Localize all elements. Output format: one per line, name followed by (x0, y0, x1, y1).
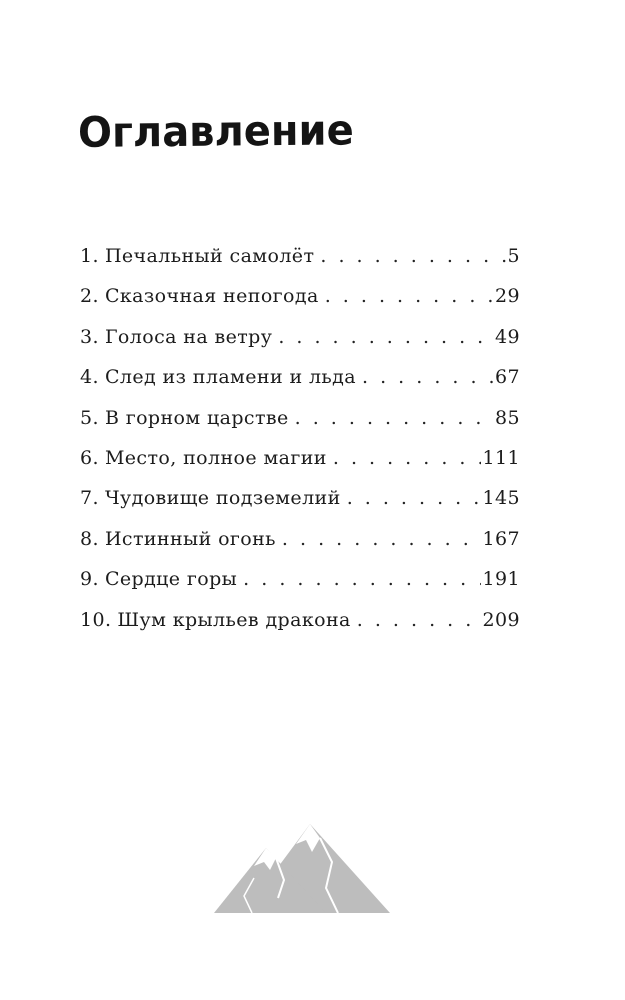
toc-entry-number: 2. (80, 285, 99, 308)
toc-entry-7[interactable] (80, 478, 520, 518)
toc-entry-title: Печальный самолёт (104, 245, 315, 267)
page-title: Оглавление (77, 106, 354, 158)
toc-entry-number: 3. (80, 325, 99, 348)
dot-leader (347, 478, 481, 518)
toc-entry-9[interactable] (80, 559, 520, 599)
toc-entry-title: Сердце горы (104, 568, 238, 591)
toc-entry-10[interactable] (80, 600, 520, 640)
dot-leader (295, 398, 493, 438)
toc-entry-1[interactable] (80, 236, 520, 276)
dot-leader (282, 519, 481, 559)
toc-entry-page: 67 (495, 366, 520, 389)
toc-entry-number: 1. (80, 245, 99, 267)
toc-entry-page: 85 (495, 406, 520, 429)
toc-entry-6[interactable] (80, 438, 520, 478)
toc-entry-page: 111 (482, 446, 520, 469)
dot-leader (357, 600, 481, 640)
toc-entry-page: 191 (482, 568, 520, 591)
dot-leader (278, 317, 493, 357)
toc-entry-title: В горном царстве (104, 406, 289, 429)
toc-entry-page: 167 (482, 527, 520, 550)
table-of-contents (80, 236, 520, 640)
toc-entry-number: 6. (80, 446, 99, 469)
dot-leader (333, 438, 481, 478)
toc-entry-title: Голоса на ветру (104, 325, 273, 348)
toc-entry-page: 209 (482, 608, 520, 631)
toc-entry-page: 49 (495, 325, 520, 348)
toc-entry-number: 8. (80, 527, 99, 550)
toc-entry-page: 145 (482, 487, 520, 510)
toc-entry-title: Сказочная непогода (104, 285, 319, 308)
toc-entry-5[interactable] (80, 398, 520, 438)
toc-entry-title: Истинный огонь (104, 527, 276, 550)
toc-entry-title: Место, полное магии (104, 446, 327, 469)
toc-entry-number: 9. (80, 568, 99, 591)
toc-entry-title: Шум крыльев дракона (117, 608, 351, 631)
toc-entry-number: 7. (80, 487, 99, 510)
dot-leader (362, 357, 493, 397)
toc-entry-page: 5 (507, 245, 520, 267)
toc-entry-2[interactable] (80, 276, 520, 316)
dot-leader (243, 559, 480, 599)
toc-entry-number: 5. (80, 406, 99, 429)
toc-entry-4[interactable] (80, 357, 520, 397)
toc-entry-title: Чудовище подземелий (104, 487, 341, 510)
mountain-icon (214, 818, 390, 913)
toc-entry-3[interactable] (80, 317, 520, 357)
dot-leader (320, 236, 505, 276)
toc-entry-title: След из пламени и льда (104, 366, 356, 389)
toc-entry-page: 29 (495, 285, 520, 308)
dot-leader (325, 276, 493, 316)
toc-entry-number: 4. (80, 366, 99, 389)
toc-entry-number: 10. (80, 608, 112, 631)
toc-entry-8[interactable] (80, 519, 520, 559)
